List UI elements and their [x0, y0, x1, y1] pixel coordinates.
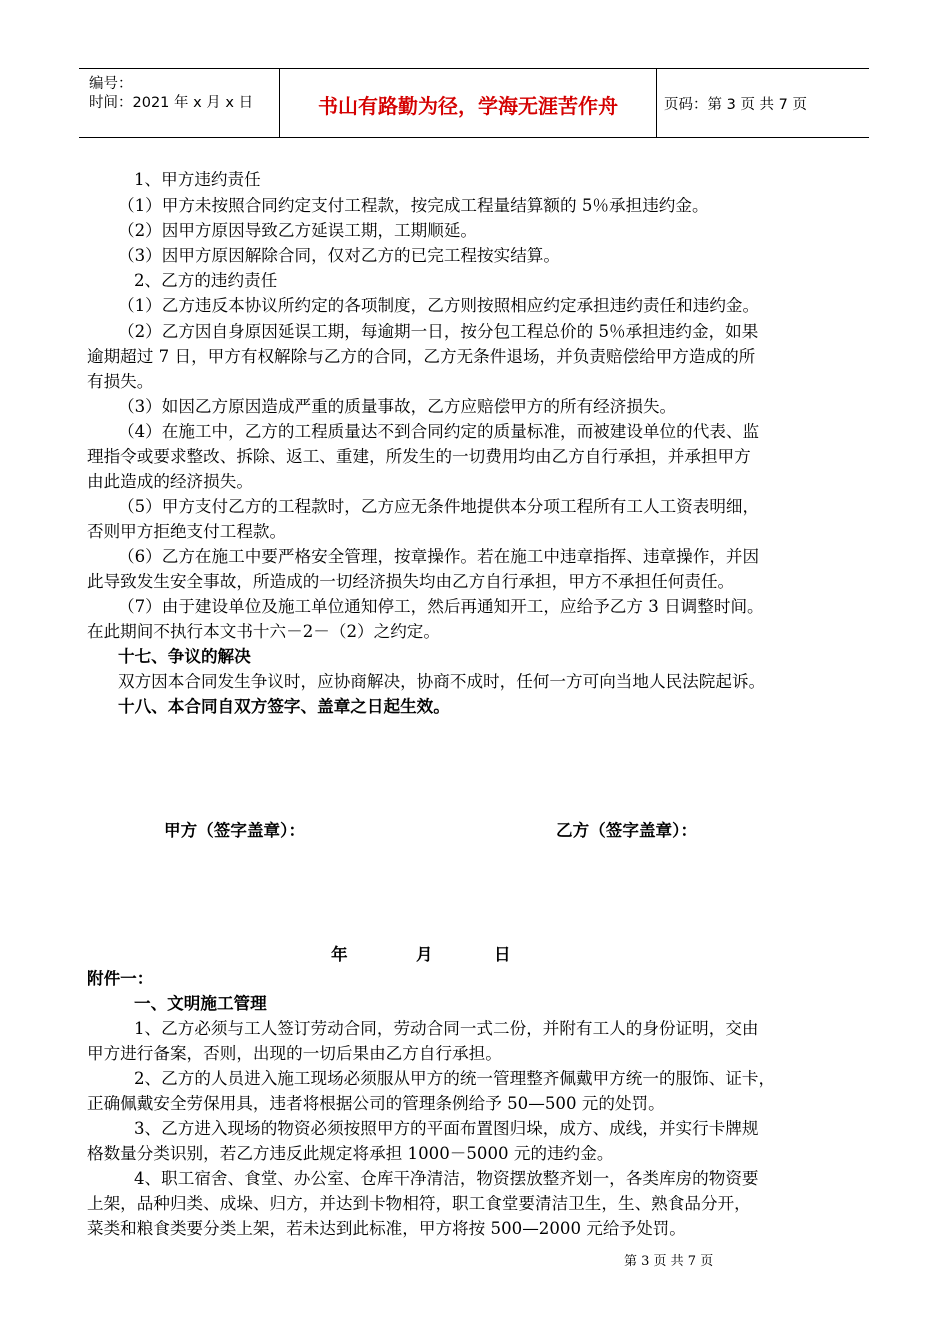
body-line: 否则甲方拒绝支付工程款。 [87, 522, 287, 541]
page-footer: 第 3 页 共 7 页 [624, 1254, 714, 1269]
body-line: （1）甲方未按照合同约定支付工程款，按完成工程量结算额的 5％承担违约金。 [118, 196, 709, 215]
body-line: （3）因甲方原因解除合同，仅对乙方的已完工程按实结算。 [118, 246, 560, 265]
annex-line: 1、乙方必须与工人签订劳动合同，劳动合同一式二份，并附有工人的身份证明，交由 [134, 1019, 759, 1038]
body-line: （2）乙方因自身原因延误工期，每逾期一日，按分包工程总价的 5％承担违约金，如果 [118, 322, 759, 341]
annex-title: 附件一： [87, 969, 154, 988]
sign-party-b: 乙方（签字盖章）： [556, 821, 698, 840]
body-line: 逾期超过 7 日，甲方有权解除与乙方的合同，乙方无条件退场，并负责赔偿给甲方造成的所 [87, 347, 756, 366]
sign-party-a: 甲方（签字盖章）： [164, 821, 306, 840]
section-heading: 十七、争议的解决 [118, 647, 251, 666]
annex-line: 格数量分类识别，若乙方违反此规定将承担 1000－5000 元的违约金。 [87, 1144, 614, 1163]
body-line: 2、乙方的违约责任 [134, 271, 278, 290]
annex-line: 2、乙方的人员进入施工现场必须服从甲方的统一管理整齐佩戴甲方统一的服饰、证卡， [134, 1069, 776, 1088]
date-year: 年 [331, 945, 348, 964]
section-heading: 十八、本合同自双方签字、盖章之日起生效。 [118, 697, 450, 716]
annex-line: 4、职工宿舍、食堂、办公室、仓库干净清洁，物资摆放整齐划一，各类库房的物资要 [134, 1169, 759, 1188]
annex-line: 正确佩戴安全劳保用具，违者将根据公司的管理条例给予 50—500 元的处罚。 [87, 1094, 665, 1113]
body-line: 1、甲方违约责任 [134, 170, 261, 189]
body-line: 此导致发生安全事故，所造成的一切经济损失均由乙方自行承担，甲方不承担任何责任。 [87, 572, 735, 591]
date-month: 月 [416, 945, 433, 964]
annex-line: 菜类和粮食类要分类上架，若未达到此标准，甲方将按 500—2000 元给予处罚。 [87, 1219, 686, 1238]
annex-line: 3、乙方进入现场的物资必须按照甲方的平面布置图归垛，成方、成线，并实行卡牌规 [134, 1119, 759, 1138]
date-label: 时间：2021 年 x 月 x 日 [89, 95, 254, 111]
body-line: （3）如因乙方原因造成严重的质量事故，乙方应赔偿甲方的所有经济损失。 [118, 397, 677, 416]
body-line: （6）乙方在施工中要严格安全管理，按章操作。若在施工中违章指挥、违章操作，并因 [118, 547, 760, 566]
body-line: 有损失。 [87, 372, 154, 391]
body-line: （5）甲方支付乙方的工程款时，乙方应无条件地提供本分项工程所有工人工资表明细， [118, 497, 760, 516]
body-line: 理指令或要求整改、拆除、返工、重建，所发生的一切费用均由乙方自行承担，并承担甲方 [87, 447, 751, 466]
page-label: 页码：第 3 页 共 7 页 [664, 97, 807, 113]
motto: 书山有路勤为径，学海无涯苦作舟 [318, 94, 618, 118]
body-line: （1）乙方违反本协议所约定的各项制度，乙方则按照相应约定承担违约责任和违约金。 [118, 296, 760, 315]
header-table [79, 68, 869, 138]
body-line: 双方因本合同发生争议时，应协商解决，协商不成时，任何一方可向当地人民法院起诉。 [118, 672, 766, 691]
header-left-cell [79, 69, 280, 137]
date-day: 日 [494, 945, 511, 964]
body-line: 在此期间不执行本文书十六－2－（2）之约定。 [87, 622, 440, 641]
annex-section: 一、文明施工管理 [134, 994, 267, 1013]
annex-line: 上架，品种归类、成垛、归方，并达到卡物相符，职工食堂要清洁卫生，生、熟食品分开， [87, 1194, 751, 1213]
header-motto-cell [280, 69, 657, 137]
number-label: 编号： [89, 76, 133, 92]
body-line: 由此造成的经济损失。 [87, 472, 253, 491]
annex-line: 甲方进行备案，否则，出现的一切后果由乙方自行承担。 [87, 1044, 502, 1063]
body-line: （7）由于建设单位及施工单位通知停工，然后再通知开工，应给予乙方 3 日调整时间。 [118, 597, 764, 616]
body-line: （4）在施工中，乙方的工程质量达不到合同约定的质量标准，而被建设单位的代表、监 [118, 422, 760, 441]
body-line: （2）因甲方原因导致乙方延误工期，工期顺延。 [118, 221, 478, 240]
